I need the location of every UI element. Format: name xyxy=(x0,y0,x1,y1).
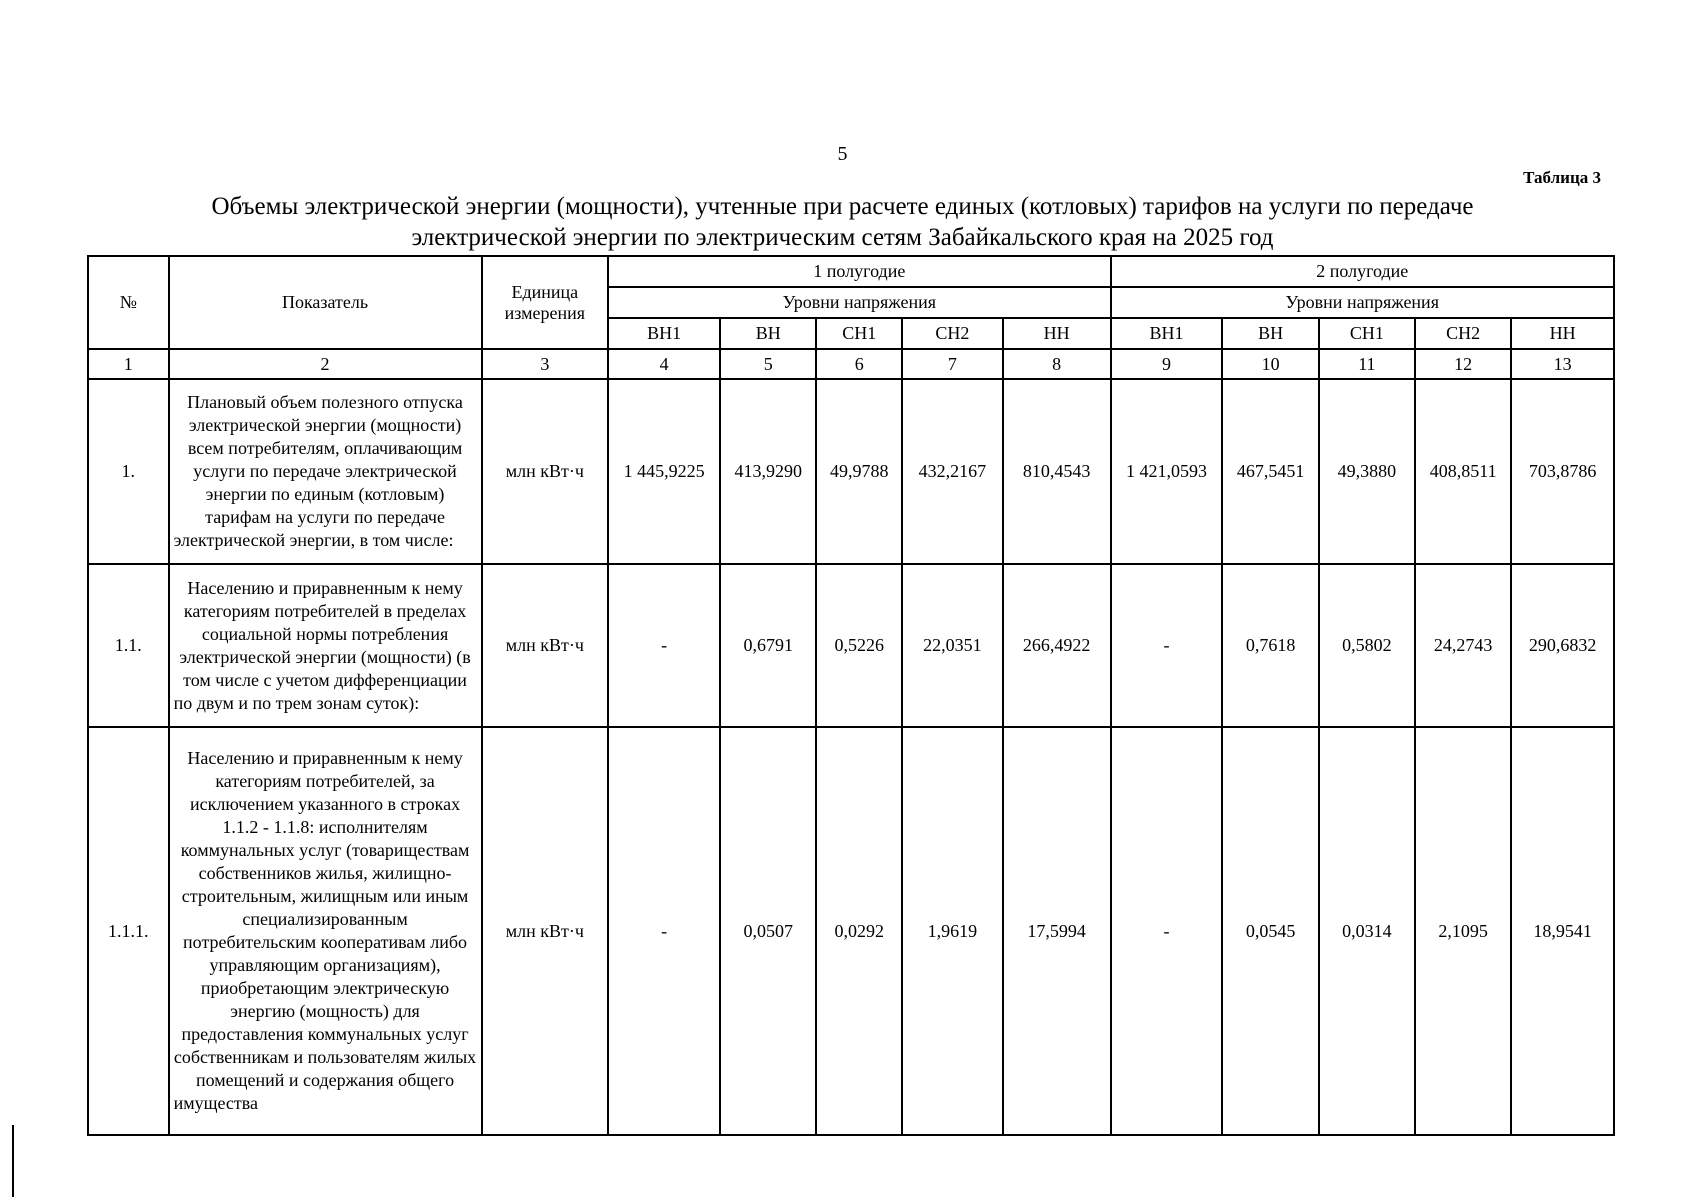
column-number: 10 xyxy=(1222,349,1318,379)
row-value: 408,8511 xyxy=(1415,379,1511,564)
column-number: 5 xyxy=(720,349,816,379)
column-number: 11 xyxy=(1319,349,1415,379)
column-number: 12 xyxy=(1415,349,1511,379)
column-number: 1 xyxy=(88,349,169,379)
row-value: - xyxy=(1111,727,1223,1135)
row-value: - xyxy=(608,564,720,727)
table-row xyxy=(88,379,1614,564)
level-name: НН xyxy=(1003,318,1111,349)
column-number: 9 xyxy=(1111,349,1223,379)
row-value: 17,5994 xyxy=(1003,727,1111,1135)
row-value: 1 421,0593 xyxy=(1111,379,1223,564)
header-row-1 xyxy=(88,256,1614,287)
row-value: 0,0545 xyxy=(1222,727,1318,1135)
row-value: 467,5451 xyxy=(1222,379,1318,564)
row-value: 290,6832 xyxy=(1511,564,1614,727)
tariff-volume-table xyxy=(87,255,1615,1136)
row-value: 0,0314 xyxy=(1319,727,1415,1135)
column-number: 4 xyxy=(608,349,720,379)
row-unit: млн кВт·ч xyxy=(482,564,609,727)
row-value: 0,5226 xyxy=(816,564,902,727)
level-name: СН2 xyxy=(902,318,1002,349)
table-label: Таблица 3 xyxy=(1523,168,1601,187)
row-value: 0,0292 xyxy=(816,727,902,1135)
row-value: 49,3880 xyxy=(1319,379,1415,564)
header-half-1: 1 полугодие xyxy=(608,256,1110,287)
header-indicator: Показатель xyxy=(169,256,482,349)
row-value: - xyxy=(608,727,720,1135)
row-value: 432,2167 xyxy=(902,379,1002,564)
row-index: 1.1. xyxy=(88,564,169,727)
row-value: 18,9541 xyxy=(1511,727,1614,1135)
row-indicator: Населению и приравненным к нему категориям потребителей в пределах социальной нормы потребления электрической энергии (мощности) (в том числе с учетом дифференциации по двум и по трем зонам суток): xyxy=(169,564,482,727)
column-number: 7 xyxy=(902,349,1002,379)
title-line-1: Объемы электрической энергии (мощности), учтенные при расчете единых (котловых) тарифов на услуги по передаче xyxy=(211,193,1474,220)
row-value: 2,1095 xyxy=(1415,727,1511,1135)
row-value: 413,9290 xyxy=(720,379,816,564)
column-number: 13 xyxy=(1511,349,1614,379)
header-levels-2: Уровни напряжения xyxy=(1111,287,1615,318)
row-index: 1. xyxy=(88,379,169,564)
row-value: 0,7618 xyxy=(1222,564,1318,727)
header-unit: Единица измерения xyxy=(482,256,609,349)
row-value: 24,2743 xyxy=(1415,564,1511,727)
row-indicator: Населению и приравненным к нему категориям потребителей, за исключением указанного в строках 1.1.2 - 1.1.8: исполнителям коммунальных услуг (товариществам собственников жилья, жилищно-строительным, жилищным или иным специализированным потребительским кооперативам либо управляющим организациям), приобретающим электрическую энергию (мощность) для предоставления коммунальных услуг собственникам и пользователям жилых помещений и содержания общего имущества xyxy=(169,727,482,1135)
header-no: № xyxy=(88,256,169,349)
level-name: ВН xyxy=(720,318,816,349)
row-value: 266,4922 xyxy=(1003,564,1111,727)
level-name: СН1 xyxy=(816,318,902,349)
row-value: 0,6791 xyxy=(720,564,816,727)
level-name: ВН xyxy=(1222,318,1318,349)
row-value: 810,4543 xyxy=(1003,379,1111,564)
column-number: 3 xyxy=(482,349,609,379)
column-number: 8 xyxy=(1003,349,1111,379)
level-name: ВН1 xyxy=(1111,318,1223,349)
row-value: 703,8786 xyxy=(1511,379,1614,564)
row-index: 1.1.1. xyxy=(88,727,169,1135)
page-number: 5 xyxy=(837,143,848,165)
row-value: 0,5802 xyxy=(1319,564,1415,727)
level-name: ВН1 xyxy=(608,318,720,349)
row-value: 1,9619 xyxy=(902,727,1002,1135)
margin-mark xyxy=(12,1125,14,1197)
level-name: СН2 xyxy=(1415,318,1511,349)
table-row xyxy=(88,727,1614,1135)
row-value: - xyxy=(1111,564,1223,727)
level-name: НН xyxy=(1511,318,1614,349)
row-unit: млн кВт·ч xyxy=(482,379,609,564)
column-number: 6 xyxy=(816,349,902,379)
header-levels-1: Уровни напряжения xyxy=(608,287,1110,318)
column-number-row xyxy=(88,349,1614,379)
column-number: 2 xyxy=(169,349,482,379)
row-value: 22,0351 xyxy=(902,564,1002,727)
header-half-2: 2 полугодие xyxy=(1111,256,1615,287)
title-line-2: электрической энергии по электрическим сетям Забайкальского края на 2025 год xyxy=(411,224,1274,251)
row-unit: млн кВт·ч xyxy=(482,727,609,1135)
table-row xyxy=(88,564,1614,727)
level-name: СН1 xyxy=(1319,318,1415,349)
row-value: 49,9788 xyxy=(816,379,902,564)
row-value: 0,0507 xyxy=(720,727,816,1135)
document-title xyxy=(120,191,1565,253)
row-value: 1 445,9225 xyxy=(608,379,720,564)
row-indicator: Плановый объем полезного отпуска электрической энергии (мощности) всем потребителям, оплачивающим услуги по передаче электрической энергии по единым (котловым) тарифам на услуги по передаче электрической энергии, в том числе: xyxy=(169,379,482,564)
